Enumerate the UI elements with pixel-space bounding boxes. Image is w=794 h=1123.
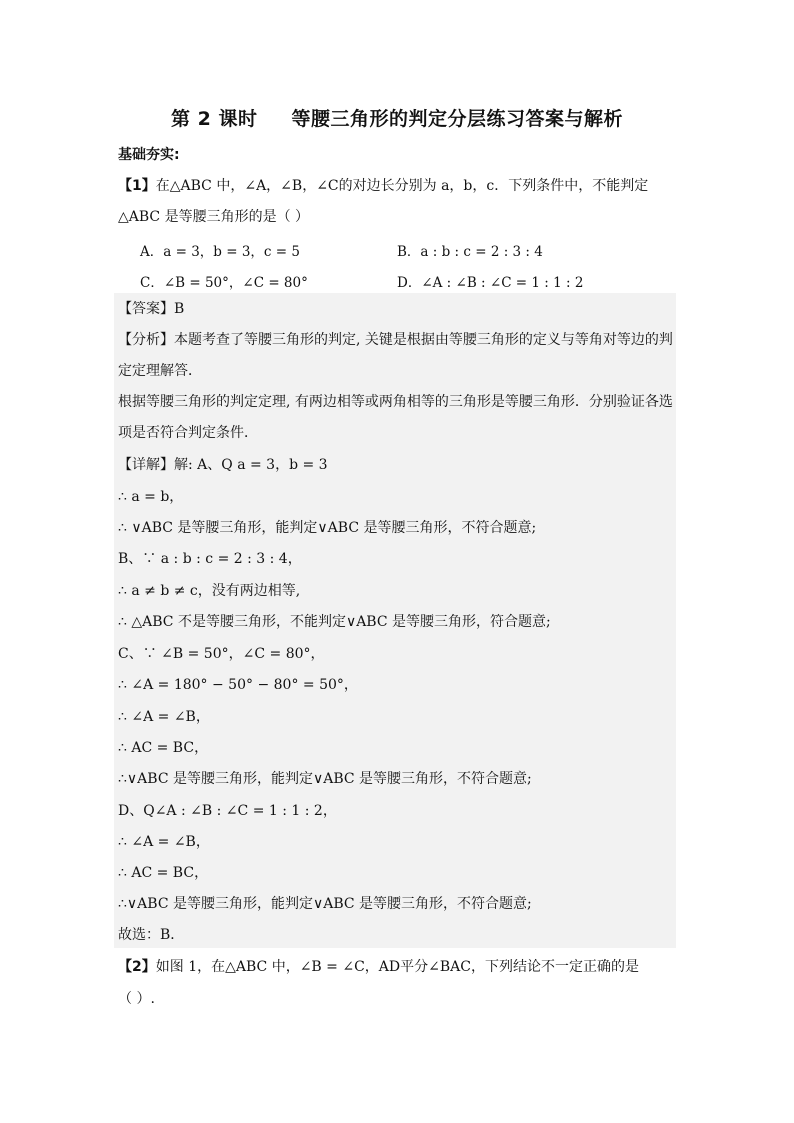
detail-line-5: ∴ a ≠ b ≠ c，没有两边相等, [118, 583, 301, 599]
q1-text-1: 在△ABC 中，∠A，∠B，∠C的对边长分别为 a，b，c．下列条件中，不能判定 [155, 178, 649, 194]
title-topic: 等腰三角形的判定分层练习答案与解析 [291, 108, 623, 130]
q1-option-c: C．∠B = 50°，∠C = 80° [140, 275, 308, 291]
detail-line-10: ∴ AC = BC， [118, 740, 209, 756]
q1-line1 [118, 177, 648, 195]
detail-line-8: ∴ ∠A = 180° − 50° − 80° = 50°， [118, 677, 358, 693]
detail-line-9: ∴ ∠A = ∠B， [118, 709, 210, 725]
detail-line-13: ∴ ∠A = ∠B， [118, 834, 210, 850]
detail-line-7: C、∵ ∠B = 50°，∠C = 80°， [118, 646, 325, 662]
q2-number: 【2】 [118, 959, 156, 975]
detail-line-1: 【详解】解: A、Q a = 3，b = 3 [118, 457, 328, 473]
q1-option-d: D．∠A : ∠B : ∠C = 1 : 1 : 2 [397, 275, 584, 291]
section-heading: 基础夯实: [118, 147, 180, 163]
detail-line-12: D、Q∠A : ∠B : ∠C = 1 : 1 : 2， [118, 803, 337, 819]
detail-line-6: ∴ △ABC 不是等腰三角形，不能判定∨ABC 是等腰三角形，符合题意; [118, 614, 551, 630]
page-title [0, 104, 794, 131]
detail-line-2: ∴ a = b， [118, 489, 184, 505]
detail-line-15: ∴∨ABC 是等腰三角形，能判定∨ABC 是等腰三角形，不符合题意; [118, 896, 532, 912]
q1-line2: △ABC 是等腰三角形的是（ ） [118, 209, 310, 225]
q1-number: 【1】 [118, 178, 156, 194]
title-lesson: 第 2 课时 [171, 108, 258, 130]
analysis-line-3: 根据等腰三角形的判定定理, 有两边相等或两角相等的三角形是等腰三角形．分别验证各选 [118, 394, 673, 410]
analysis-line-1: 【分析】本题考查了等腰三角形的判定, 关键是根据由等腰三角形的定义与等角对等边的判 [118, 332, 673, 348]
detail-line-11: ∴∨ABC 是等腰三角形，能判定∨ABC 是等腰三角形，不符合题意; [118, 771, 532, 787]
analysis-line-4: 项是否符合判定条件． [118, 425, 258, 441]
detail-line-3: ∴ ∨ABC 是等腰三角形，能判定∨ABC 是等腰三角形，不符合题意; [118, 520, 537, 536]
q1-option-a: A．a = 3，b = 3，c = 5 [140, 244, 300, 260]
q2-line1 [118, 958, 639, 976]
analysis-line-2: 定定理解答． [118, 363, 202, 379]
q1-option-b: B．a : b : c = 2 : 3 : 4 [397, 244, 543, 260]
answer-line: 【答案】B [118, 301, 185, 317]
q2-text-1: 如图 1，在△ABC 中，∠B = ∠C，AD平分∠BAC，下列结论不一定正确的是 [155, 959, 639, 975]
detail-line-4: B、∵ a : b : c = 2 : 3 : 4， [118, 551, 302, 567]
q2-line2: （ ）. [118, 991, 155, 1007]
detail-line-14: ∴ AC = BC， [118, 865, 209, 881]
detail-line-16: 故选：B． [118, 927, 185, 943]
